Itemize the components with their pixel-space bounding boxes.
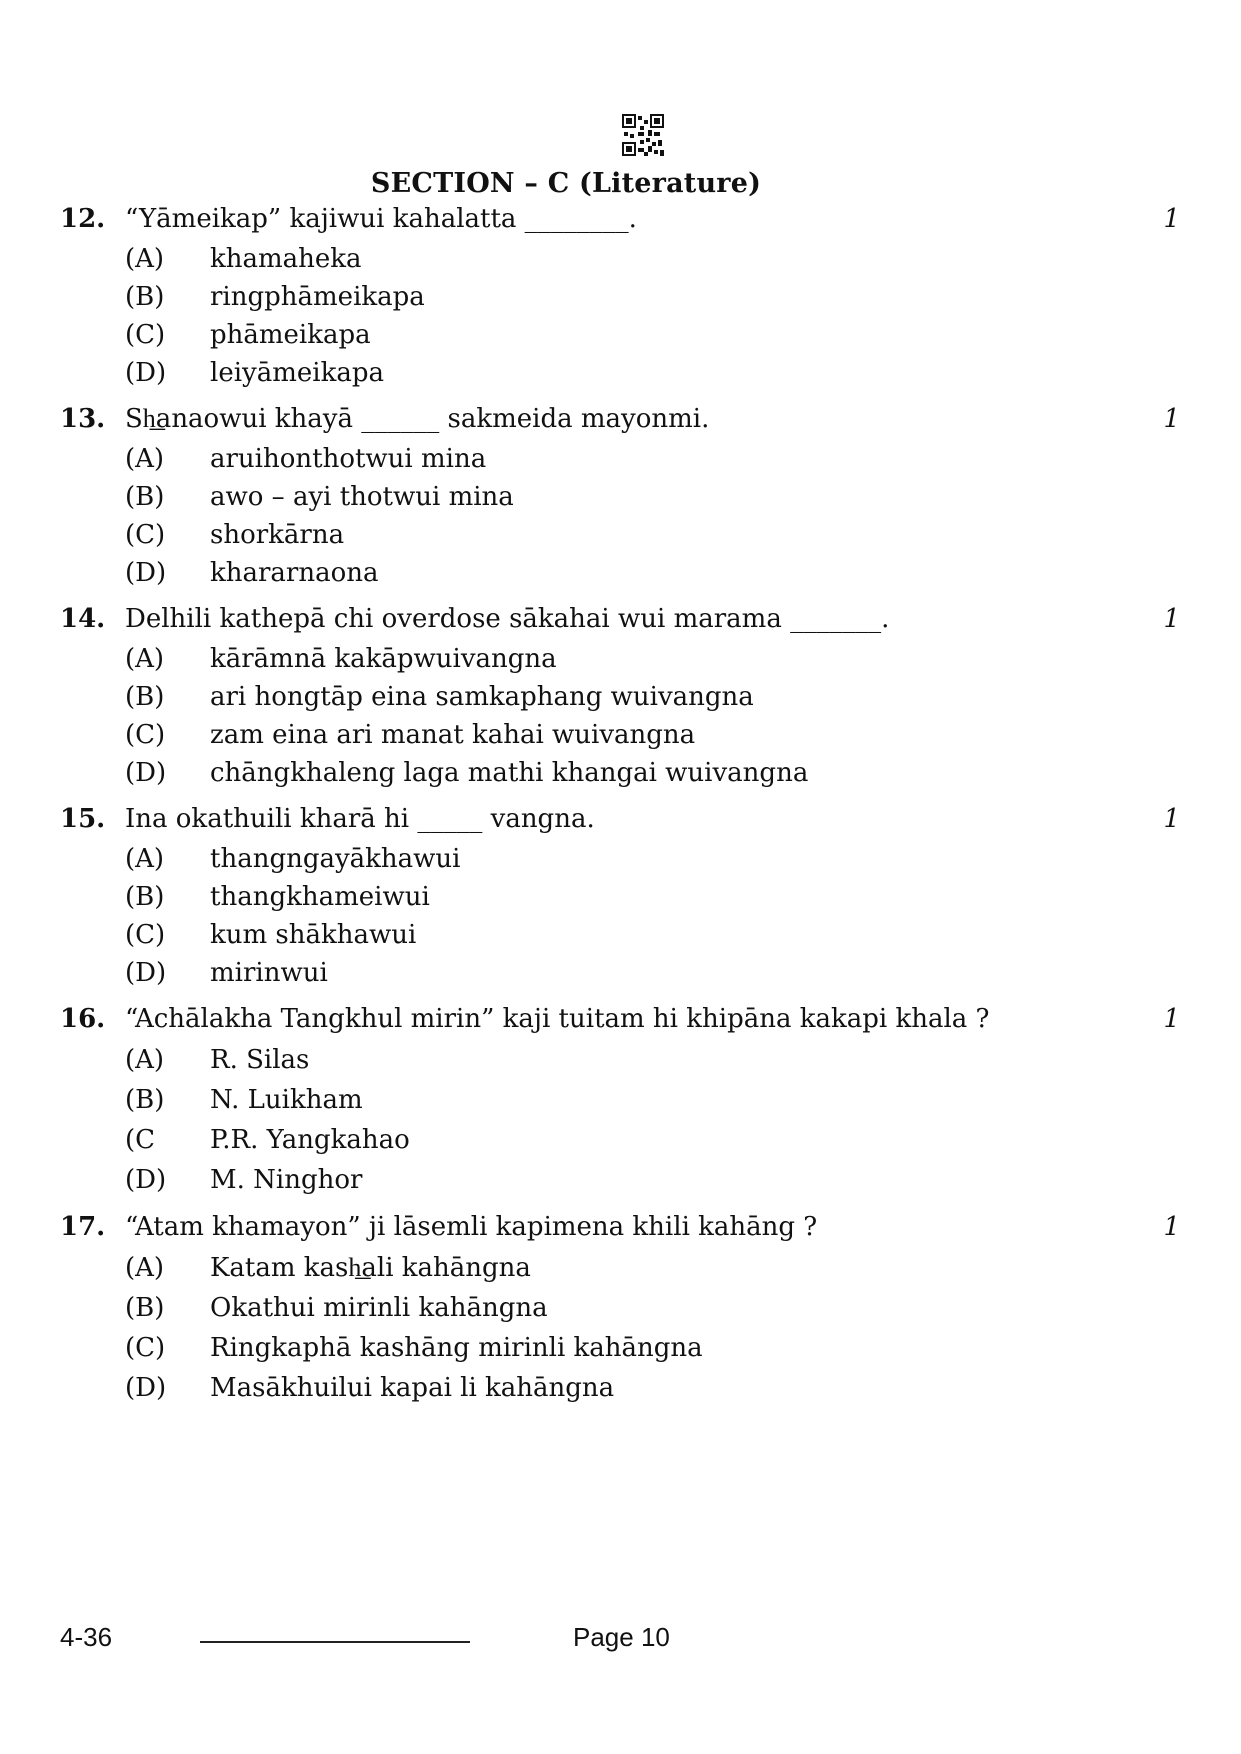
qr-code-icon [622, 114, 664, 156]
option-text: ari hongtāp eina samkaphang wuivangna [210, 682, 754, 712]
option-text: shorkārna [210, 520, 345, 550]
option-text: khamaheka [210, 244, 362, 274]
question-row [60, 998, 1180, 1040]
option-letter: (C) [125, 920, 166, 950]
option-letter: (D) [125, 558, 167, 588]
option-letter: (C) [125, 520, 166, 550]
question-number: 16. [60, 1004, 106, 1034]
question-text: “Achālakha Tangkhul mirin” kaji tuitam hi khipāna kakapi khala ? [125, 1004, 990, 1034]
question-block [60, 1206, 1180, 1408]
option-row [60, 1040, 1180, 1080]
option-letter: (A) [125, 444, 165, 474]
option-text: leiyāmeikapa [210, 358, 384, 388]
option-text: Ringkaphā kashāng mirinli kahāngna [210, 1333, 703, 1363]
option-letter: (C) [125, 1333, 166, 1363]
option-text: kārāmnā kakāpwuivangna [210, 644, 557, 674]
option-text: khararnaona [210, 558, 379, 588]
option-row [60, 516, 1180, 554]
option-letter: (A) [125, 844, 165, 874]
option-letter: (B) [125, 1293, 165, 1323]
question-row [60, 198, 1180, 240]
option-row [60, 240, 1180, 278]
option-row [60, 840, 1180, 878]
option-row [60, 716, 1180, 754]
option-letter: (D) [125, 958, 167, 988]
question-block [60, 798, 1180, 992]
option-row [60, 640, 1180, 678]
question-text: Ina okathuili kharā hi _____ vangna. [125, 804, 595, 834]
option-letter: (C [125, 1125, 156, 1155]
option-row [60, 316, 1180, 354]
question-number: 14. [60, 604, 106, 634]
question-marks: 1 [1163, 204, 1180, 234]
option-letter: (D) [125, 1373, 167, 1403]
option-text: Okathui mirinli kahāngna [210, 1293, 548, 1323]
option-text: aruihonthotwui mina [210, 444, 487, 474]
option-letter: (A) [125, 244, 165, 274]
question-block [60, 598, 1180, 792]
option-letter: (B) [125, 1085, 165, 1115]
option-row [60, 678, 1180, 716]
option-letter: (D) [125, 358, 167, 388]
footer-divider [200, 1641, 470, 1643]
option-text: phāmeikapa [210, 320, 371, 350]
option-row [60, 1120, 1180, 1160]
option-row [60, 916, 1180, 954]
question-marks: 1 [1163, 604, 1180, 634]
option-letter: (B) [125, 282, 165, 312]
option-letter: (A) [125, 1045, 165, 1075]
option-row [60, 954, 1180, 992]
question-row [60, 798, 1180, 840]
option-letter: (C) [125, 320, 166, 350]
option-text: thangngayākhawui [210, 844, 461, 874]
question-number: 13. [60, 404, 106, 434]
option-row [60, 1288, 1180, 1328]
option-row [60, 1080, 1180, 1120]
question-number: 15. [60, 804, 106, 834]
option-row [60, 354, 1180, 392]
option-letter: (B) [125, 882, 165, 912]
paper-code: 4-36 [60, 1622, 113, 1652]
option-text: N. Luikham [210, 1085, 363, 1115]
option-text: P.R. Yangkahao [210, 1125, 410, 1155]
question-marks: 1 [1163, 1004, 1180, 1034]
option-row [60, 1368, 1180, 1408]
option-text: chāngkhaleng laga mathi khangai wuivangna [210, 758, 809, 788]
option-letter: (D) [125, 1165, 167, 1195]
option-text: zam eina ari manat kahai wuivangna [210, 720, 696, 750]
option-row [60, 278, 1180, 316]
option-row [60, 554, 1180, 592]
question-marks: 1 [1163, 1212, 1180, 1242]
question-text: “Atam khamayon” ji lāsemli kapimena khili kahāng ? [125, 1212, 818, 1242]
section-title: SECTION – C (Literature) [370, 168, 762, 199]
option-letter: (D) [125, 758, 167, 788]
option-text: ringphāmeikapa [210, 282, 425, 312]
question-text: Sh͟anaowui khayā ______ sakmeida mayonmi. [125, 404, 710, 434]
option-row [60, 1248, 1180, 1288]
option-row [60, 478, 1180, 516]
option-text: Masākhuilui kapai li kahāngna [210, 1373, 615, 1403]
option-letter: (B) [125, 682, 165, 712]
option-text: kum shākhawui [210, 920, 417, 950]
option-letter: (C) [125, 720, 166, 750]
question-marks: 1 [1163, 404, 1180, 434]
option-text: awo – ayi thotwui mina [210, 482, 514, 512]
option-text: R. Silas [210, 1045, 310, 1075]
option-letter: (B) [125, 482, 165, 512]
option-row [60, 754, 1180, 792]
option-text: Katam kash͟ali kahāngna [210, 1253, 531, 1283]
question-marks: 1 [1163, 804, 1180, 834]
question-block [60, 198, 1180, 392]
question-text: “Yāmeikap” kajiwui kahalatta ________. [125, 204, 637, 234]
option-text: mirinwui [210, 958, 328, 988]
question-row [60, 398, 1180, 440]
question-block [60, 398, 1180, 592]
question-row [60, 598, 1180, 640]
question-text: Delhili kathepā chi overdose sākahai wui marama _______. [125, 604, 890, 634]
question-number: 17. [60, 1212, 106, 1242]
option-text: M. Ninghor [210, 1165, 363, 1195]
option-row [60, 1160, 1180, 1200]
option-text: thangkhameiwui [210, 882, 430, 912]
question-block [60, 998, 1180, 1200]
page-number: Page 10 [573, 1622, 670, 1652]
option-row [60, 878, 1180, 916]
option-row [60, 1328, 1180, 1368]
option-row [60, 440, 1180, 478]
option-letter: (A) [125, 1253, 165, 1283]
question-row [60, 1206, 1180, 1248]
option-letter: (A) [125, 644, 165, 674]
question-number: 12. [60, 204, 106, 234]
